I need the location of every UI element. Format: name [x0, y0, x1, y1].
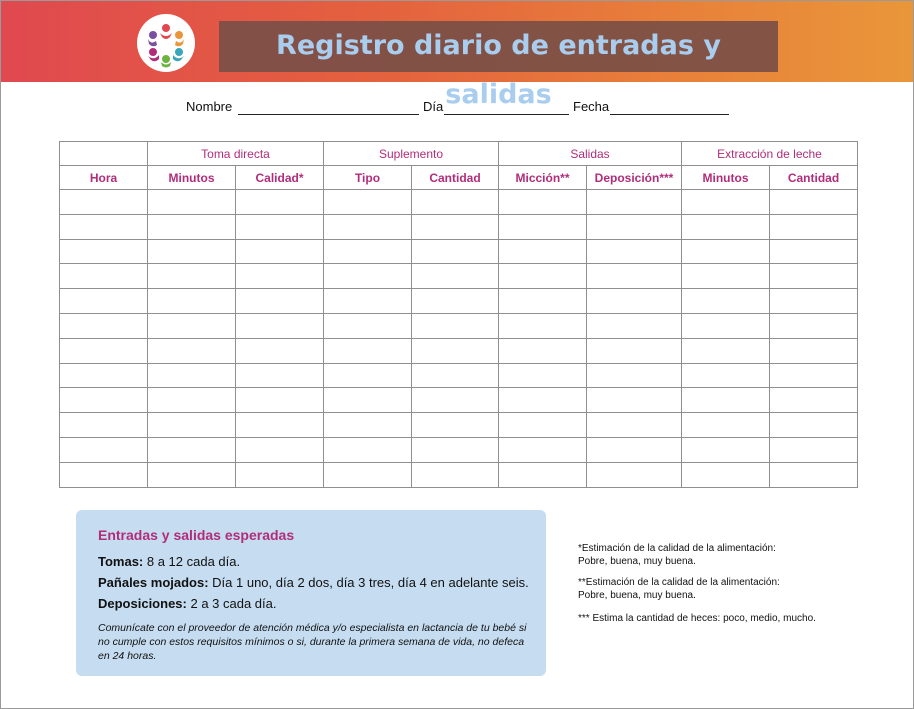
table-cell[interactable]	[148, 214, 236, 239]
table-cell[interactable]	[682, 239, 770, 264]
table-cell[interactable]	[770, 437, 858, 462]
column-header: Micción**	[499, 166, 587, 190]
table-cell[interactable]	[148, 190, 236, 215]
table-row	[60, 214, 858, 239]
table-row	[60, 313, 858, 338]
table-cell[interactable]	[412, 289, 499, 314]
table-cell[interactable]	[412, 363, 499, 388]
deposiciones-value: 2 a 3 cada día.	[186, 596, 277, 611]
table-cell[interactable]	[587, 462, 682, 487]
table-cell[interactable]	[324, 313, 412, 338]
table-cell[interactable]	[148, 437, 236, 462]
panales-value: Día 1 uno, día 2 dos, día 3 tres, día 4 en adelante seis.	[208, 575, 529, 590]
table-cell[interactable]	[236, 214, 324, 239]
table-cell[interactable]	[412, 190, 499, 215]
table-row	[60, 264, 858, 289]
table-cell[interactable]	[236, 264, 324, 289]
table-cell[interactable]	[682, 338, 770, 363]
table-cell[interactable]	[412, 214, 499, 239]
name-field-line[interactable]	[238, 114, 419, 115]
table-cell[interactable]	[60, 190, 148, 215]
table-cell[interactable]	[148, 264, 236, 289]
column-header: Cantidad	[412, 166, 499, 190]
footnote-2-line-1: **Estimación de la calidad de la alimentación:	[578, 577, 780, 588]
table-cell[interactable]	[770, 190, 858, 215]
table-cell[interactable]	[499, 264, 587, 289]
table-cell[interactable]	[770, 338, 858, 363]
table-cell[interactable]	[324, 413, 412, 438]
table-cell[interactable]	[324, 437, 412, 462]
table-cell[interactable]	[587, 190, 682, 215]
table-cell[interactable]	[682, 388, 770, 413]
table-cell[interactable]	[236, 313, 324, 338]
table-cell[interactable]	[148, 313, 236, 338]
table-cell[interactable]	[770, 363, 858, 388]
tomas-value: 8 a 12 cada día.	[143, 554, 241, 569]
table-cell[interactable]	[682, 413, 770, 438]
footnote-1-line-1: *Estimación de la calidad de la alimentación:	[578, 543, 776, 554]
table-cell[interactable]	[148, 388, 236, 413]
date-field-line[interactable]	[610, 114, 729, 115]
table-cell[interactable]	[412, 462, 499, 487]
table-cell[interactable]	[324, 388, 412, 413]
table-cell[interactable]	[148, 338, 236, 363]
table-cell[interactable]	[60, 437, 148, 462]
table-cell[interactable]	[587, 363, 682, 388]
table-cell[interactable]	[682, 264, 770, 289]
table-cell[interactable]	[770, 388, 858, 413]
table-cell[interactable]	[324, 264, 412, 289]
date-label: Fecha	[573, 99, 610, 114]
table-cell[interactable]	[770, 239, 858, 264]
table-cell[interactable]	[587, 388, 682, 413]
column-header: Minutos	[682, 166, 770, 190]
log-table	[59, 141, 858, 488]
table-cell[interactable]	[499, 338, 587, 363]
name-label: Nombre	[186, 99, 233, 114]
table-cell[interactable]	[324, 190, 412, 215]
table-cell[interactable]	[499, 190, 587, 215]
table-cell[interactable]	[60, 388, 148, 413]
table-cell[interactable]	[587, 413, 682, 438]
table-cell[interactable]	[60, 462, 148, 487]
table-cell[interactable]	[60, 338, 148, 363]
table-cell[interactable]	[60, 264, 148, 289]
table-cell[interactable]	[60, 289, 148, 314]
table-cell[interactable]	[587, 214, 682, 239]
table-cell[interactable]	[682, 437, 770, 462]
table-cell[interactable]	[682, 214, 770, 239]
table-cell[interactable]	[412, 338, 499, 363]
table-cell[interactable]	[236, 462, 324, 487]
column-header: Minutos	[148, 166, 236, 190]
table-row	[60, 239, 858, 264]
column-header: Cantidad	[770, 166, 858, 190]
table-cell[interactable]	[499, 437, 587, 462]
info-deposiciones	[98, 596, 276, 611]
table-row	[60, 363, 858, 388]
table-row	[60, 338, 858, 363]
table-cell[interactable]	[499, 363, 587, 388]
table-cell[interactable]	[148, 413, 236, 438]
column-header: Calidad*	[236, 166, 324, 190]
table-cell[interactable]	[148, 239, 236, 264]
table-group-header-row	[60, 142, 858, 166]
group-header	[60, 142, 148, 166]
table-cell[interactable]	[587, 289, 682, 314]
table-cell[interactable]	[412, 413, 499, 438]
info-note: Comunícate con el proveedor de atención médica y/o especialista en lactancia de tu bebé si no cumple con estos requisitos mínimos o si, durante la primera semana de vida, no defeca en 24 horas.	[98, 622, 527, 662]
table-cell[interactable]	[236, 437, 324, 462]
table-cell[interactable]	[682, 289, 770, 314]
identity-fields	[1, 99, 913, 117]
footnote-3: *** Estima la cantidad de heces: poco, medio, mucho.	[578, 613, 816, 624]
table-cell[interactable]	[682, 190, 770, 215]
column-header: Deposición***	[587, 166, 682, 190]
table-cell[interactable]	[682, 462, 770, 487]
table-cell[interactable]	[770, 462, 858, 487]
table-cell[interactable]	[499, 214, 587, 239]
table-cell[interactable]	[324, 462, 412, 487]
table-cell[interactable]	[499, 462, 587, 487]
table-cell[interactable]	[770, 214, 858, 239]
group-header: Toma directa	[148, 142, 324, 166]
table-row	[60, 289, 858, 314]
table-cell[interactable]	[412, 264, 499, 289]
table-cell[interactable]	[236, 388, 324, 413]
table-cell[interactable]	[587, 338, 682, 363]
table-cell[interactable]	[412, 437, 499, 462]
table-cell[interactable]	[587, 437, 682, 462]
group-header: Suplemento	[324, 142, 499, 166]
table-cell[interactable]	[60, 413, 148, 438]
table-cell[interactable]	[499, 388, 587, 413]
table-cell[interactable]	[770, 313, 858, 338]
expected-info-box	[76, 510, 546, 676]
table-cell[interactable]	[60, 214, 148, 239]
table-cell[interactable]	[412, 239, 499, 264]
table-cell[interactable]	[148, 289, 236, 314]
deposiciones-label: Deposiciones:	[98, 596, 187, 611]
table-row	[60, 413, 858, 438]
table-cell[interactable]	[682, 313, 770, 338]
panales-label: Pañales mojados:	[98, 575, 209, 590]
table-cell[interactable]	[770, 264, 858, 289]
column-header: Tipo	[324, 166, 412, 190]
table-cell[interactable]	[236, 363, 324, 388]
page-title: Registro diario de entradas y salidas	[276, 30, 721, 110]
table-cell[interactable]	[587, 264, 682, 289]
table-body	[60, 190, 858, 488]
table-cell[interactable]	[412, 313, 499, 338]
table-cell[interactable]	[499, 239, 587, 264]
table-cell[interactable]	[324, 363, 412, 388]
table-cell[interactable]	[324, 239, 412, 264]
table-cell[interactable]	[770, 289, 858, 314]
table-cell[interactable]	[236, 239, 324, 264]
table-cell[interactable]	[60, 239, 148, 264]
table-column-header-row	[60, 166, 858, 190]
day-label: Día	[423, 99, 444, 114]
info-panales	[98, 575, 529, 590]
table-row	[60, 462, 858, 487]
table-cell[interactable]	[236, 338, 324, 363]
table-cell[interactable]	[60, 363, 148, 388]
info-tomas	[98, 554, 240, 569]
table-row	[60, 388, 858, 413]
tomas-label: Tomas:	[98, 554, 144, 569]
table-cell[interactable]	[587, 313, 682, 338]
table-cell[interactable]	[499, 413, 587, 438]
group-header: Salidas	[499, 142, 682, 166]
table-cell[interactable]	[770, 413, 858, 438]
table-cell[interactable]	[148, 462, 236, 487]
people-circle-logo-icon	[137, 14, 195, 72]
table-cell[interactable]	[682, 363, 770, 388]
table-cell[interactable]	[412, 388, 499, 413]
footnote-2	[578, 576, 780, 602]
table-cell[interactable]	[499, 313, 587, 338]
table-row	[60, 190, 858, 215]
footnote-1	[578, 542, 776, 568]
day-field-line[interactable]	[444, 114, 569, 115]
table-cell[interactable]	[60, 313, 148, 338]
column-header: Hora	[60, 166, 148, 190]
table-cell[interactable]	[324, 289, 412, 314]
table-cell[interactable]	[236, 289, 324, 314]
table-cell[interactable]	[148, 363, 236, 388]
table-cell[interactable]	[324, 338, 412, 363]
table-cell[interactable]	[236, 413, 324, 438]
table-row	[60, 437, 858, 462]
footnote-1-line-2: Pobre, buena, muy buena.	[578, 556, 696, 567]
info-title: Entradas y salidas esperadas	[98, 527, 295, 543]
footnote-2-line-2: Pobre, buena, muy buena.	[578, 590, 696, 601]
table-cell[interactable]	[324, 214, 412, 239]
table-cell[interactable]	[587, 239, 682, 264]
table-cell[interactable]	[499, 289, 587, 314]
table-cell[interactable]	[236, 190, 324, 215]
group-header: Extracción de leche	[682, 142, 858, 166]
